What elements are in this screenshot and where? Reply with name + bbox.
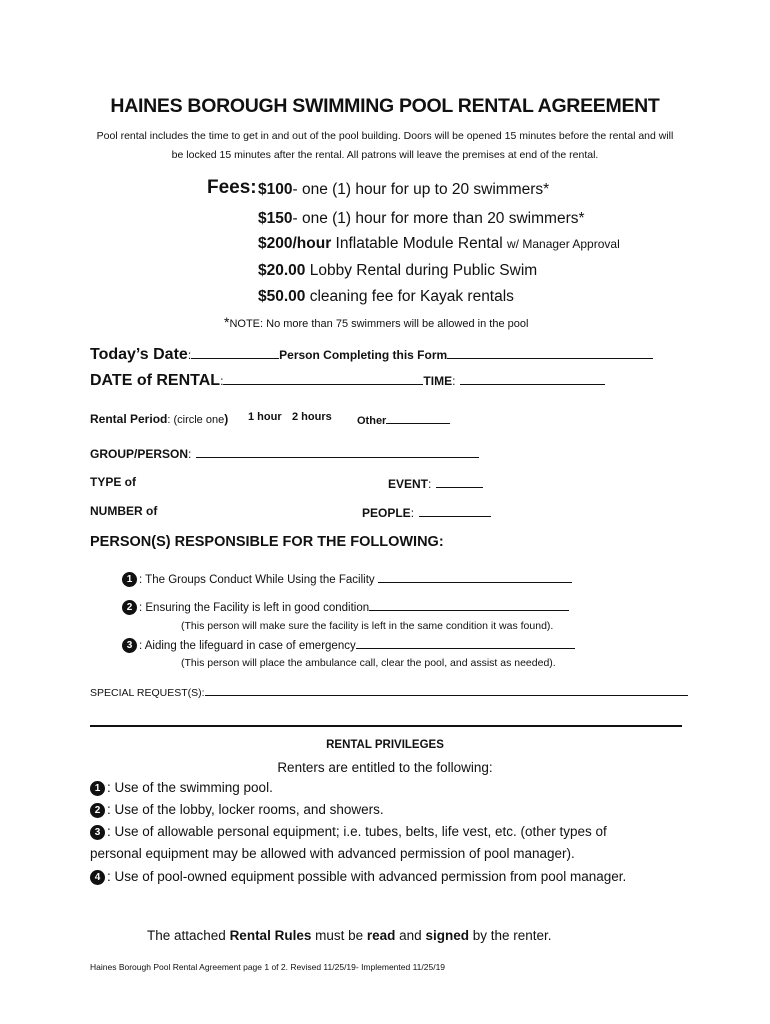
todays-date-row: Today’s Date: Person Completing this Form [90, 346, 653, 364]
event-field[interactable] [436, 475, 483, 488]
option-other[interactable]: Other [357, 411, 450, 429]
responsible-item-3: 3 : Aiding the lifeguard in case of emergency [122, 636, 575, 653]
group-person-field[interactable] [196, 445, 479, 458]
number-of-label: NUMBER of [90, 504, 158, 518]
condition-field[interactable] [369, 598, 569, 611]
fees-label: Fees: [207, 177, 257, 198]
people-field[interactable] [419, 504, 491, 517]
fee-item: $200/hour Inflatable Module Rental w/ Manager Approval [258, 235, 620, 252]
intro-paragraph: Pool rental includes the time to get in and out of the pool building. Doors will be opened 15 minutes before the rental and will be locked 15 minutes after the rental. All patrons will leave the premises at end of the rental. [96, 130, 674, 161]
number-3-icon: 3 [122, 638, 137, 653]
fee-item: $100- one (1) hour for up to 20 swimmers* [258, 181, 550, 198]
number-1-icon: 1 [122, 572, 137, 587]
fee-item: $20.00 Lobby Rental during Public Swim [258, 262, 538, 279]
number-2-icon: 2 [122, 600, 137, 615]
privileges-subtitle: Renters are entitled to the following: [277, 760, 493, 775]
swimmer-limit-note: *NOTE: No more than 75 swimmers will be allowed in the pool [224, 314, 529, 330]
responsible-item-2-note: (This person will make sure the facility is left in the same condition it was found). [181, 620, 554, 632]
time-label: TIME [423, 374, 453, 388]
special-request-label: SPECIAL REQUEST(S): [90, 687, 205, 699]
event-row: EVENT: [388, 475, 483, 493]
fee-item: $50.00 cleaning fee for Kayak rentals [258, 288, 514, 305]
people-row: PEOPLE: [362, 504, 491, 522]
date-of-rental-label: DATE of RENTAL [90, 372, 221, 389]
responsible-item-1: 1 : The Groups Conduct While Using the Facility [122, 570, 572, 587]
privilege-item-4: 4 : Use of pool-owned equipment possible with advanced permission from pool manager. [90, 869, 626, 885]
option-2-hours[interactable]: 2 hours [292, 411, 332, 423]
type-of-label: TYPE of [90, 475, 137, 489]
date-of-rental-field[interactable] [223, 372, 423, 385]
group-person-label: GROUP/PERSON [90, 447, 189, 461]
event-label: EVENT [388, 477, 429, 491]
number-2-icon: 2 [90, 803, 105, 818]
todays-date-field[interactable] [191, 346, 279, 359]
rental-period-row: Rental Period: (circle one) [90, 412, 229, 426]
other-field[interactable] [386, 411, 450, 424]
number-4-icon: 4 [90, 870, 105, 885]
time-field[interactable] [460, 372, 605, 385]
privilege-item-3-continued: personal equipment may be allowed with advanced permission of pool manager). [90, 846, 575, 861]
document-title: HAINES BOROUGH SWIMMING POOL RENTAL AGREEMENT [110, 95, 660, 117]
rental-period-label: Rental Period [90, 412, 168, 426]
page-footer: Haines Borough Pool Rental Agreement page 1 of 2. Revised 11/25/19- Implemented 11/25/19 [90, 962, 446, 972]
person-completing-label: Person Completing this Form [279, 348, 448, 362]
special-request-field[interactable] [205, 683, 688, 696]
group-person-row: GROUP/PERSON: [90, 445, 479, 463]
responsible-item-3-note: (This person will place the ambulance call, clear the pool, and assist as needed). [181, 657, 556, 669]
person-completing-field[interactable] [447, 346, 653, 359]
conduct-field[interactable] [378, 570, 572, 583]
number-3-icon: 3 [90, 825, 105, 840]
privilege-item-1: 1 : Use of the swimming pool. [90, 780, 273, 796]
date-of-rental-row: DATE of RENTAL: TIME: [90, 372, 605, 390]
number-1-icon: 1 [90, 781, 105, 796]
privilege-item-2: 2 : Use of the lobby, locker rooms, and showers. [90, 802, 384, 818]
section-divider [90, 725, 682, 727]
privileges-title: RENTAL PRIVILEGES [326, 739, 444, 751]
rental-rules-statement: The attached Rental Rules must be read and signed by the renter. [147, 928, 552, 943]
people-label: PEOPLE [362, 506, 411, 520]
option-1-hour[interactable]: 1 hour [248, 411, 282, 423]
fee-item: $150- one (1) hour for more than 20 swimmers* [258, 210, 585, 227]
responsible-heading: PERSON(S) RESPONSIBLE FOR THE FOLLOWING: [90, 534, 444, 550]
privilege-item-3: 3 : Use of allowable personal equipment; i.e. tubes, belts, life vest, etc. (other types of [90, 824, 607, 840]
responsible-item-2: 2 : Ensuring the Facility is left in good condition [122, 598, 569, 615]
special-request-row [90, 683, 688, 701]
todays-date-label: Today’s Date [90, 346, 188, 363]
emergency-field[interactable] [356, 636, 575, 649]
